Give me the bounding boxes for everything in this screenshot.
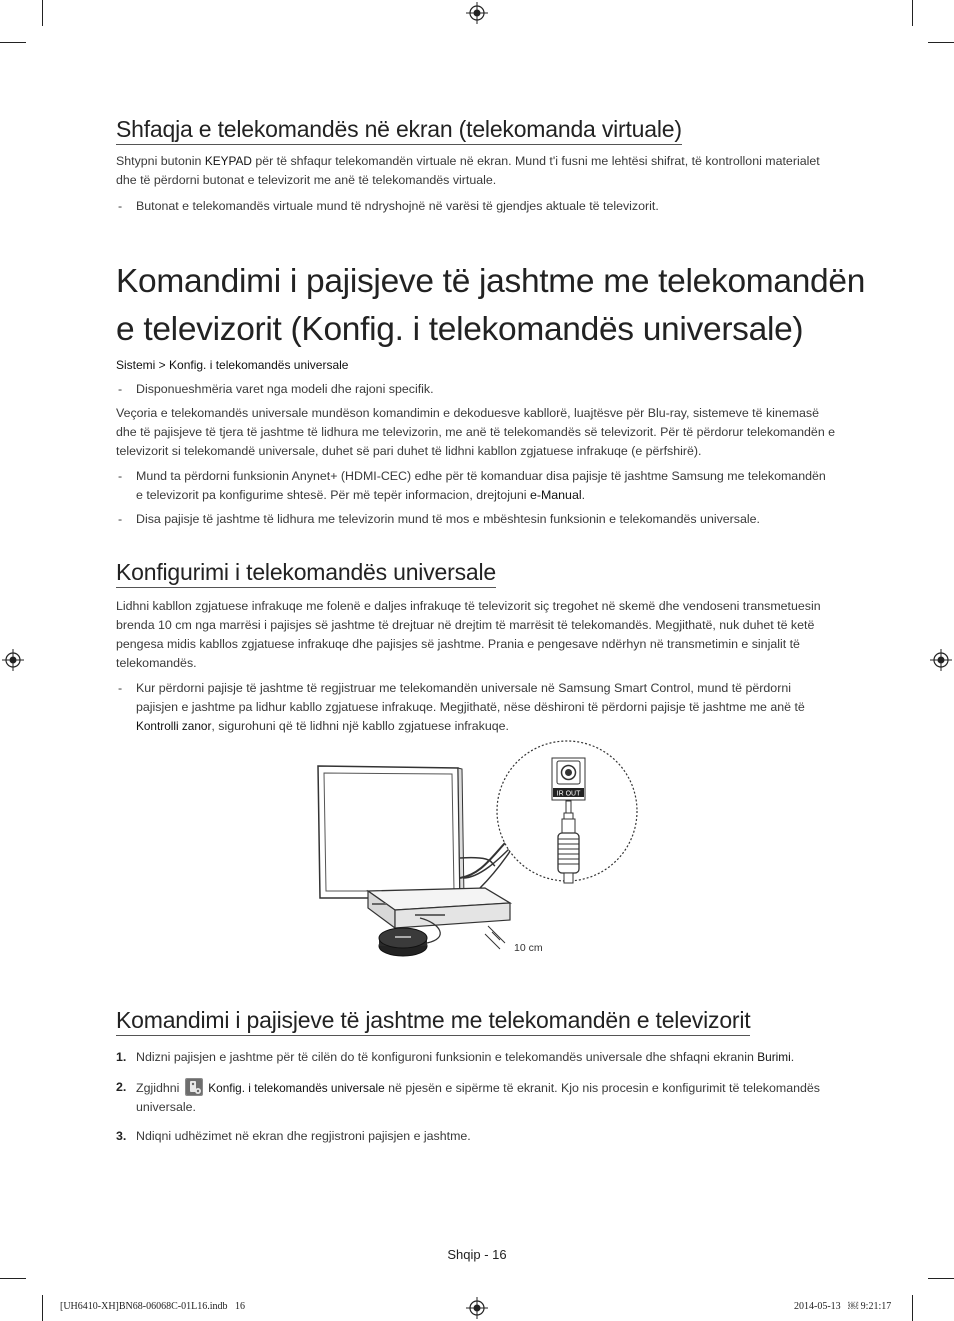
list-item	[116, 1078, 836, 1117]
menu-path	[116, 356, 836, 375]
dash-bullet: -	[118, 681, 123, 695]
step-text: në pjesën e sipërme të ekranit. Kjo nis procesin e konfigurimit të telekomandës universale.	[136, 1081, 820, 1114]
note	[116, 380, 836, 399]
crop-mark	[42, 1295, 43, 1321]
ir-out-port-icon	[552, 758, 585, 800]
chapter-title	[116, 258, 876, 354]
note-text: Mund ta përdorni funksionin Anynet+ (HDMI-CEC) edhe për të komanduar disa pajisje të jashtme Samsung me telekomandën e televizorit pa konfigurime shtesë. Për më tepër informacion, drejtojuni	[136, 469, 826, 502]
tv-illustration	[318, 766, 464, 899]
page-number: Shqip - 16	[447, 1247, 507, 1262]
step-number: 1.	[116, 1050, 127, 1064]
step-number: 3.	[116, 1129, 127, 1143]
paragraph: Lidhni kabllon zgjatuese infrakuqe me folenë e daljes infrakuqe të televizorit siç tregohet në skemë dhe vendoseni transmetuesin brenda 10 cm nga marrësi i pajisjes së jashtme të drejtuar në drejtim të marrësit të telekomandës. Megjithatë, nuk duhet të ketë pengesa midis kabllos zgjatuese infrakuqe dhe pajisjes së jashtme. Prania e pengesave ndërhyn në transmetimin e sinjalit të telekomandës.	[116, 599, 821, 670]
dash-bullet: -	[118, 382, 123, 396]
note	[116, 679, 836, 736]
section-title-virtual-remote: Shfaqja e telekomandës në ekran (telekomanda virtuale)	[116, 116, 682, 145]
dash-bullet: -	[118, 199, 123, 213]
distance-label: 10 cm	[514, 942, 543, 954]
universal-remote-icon	[185, 1078, 203, 1096]
print-file-info: [UH6410-XH]BN68-06068C-01L16.indb 16	[60, 1301, 245, 1312]
chapter-title-line: e televizorit (Konfig. i telekomandës universale)	[116, 311, 804, 348]
note	[116, 467, 836, 505]
dash-bullet: -	[118, 512, 123, 526]
registration-mark-icon	[466, 1297, 488, 1319]
text: për të shfaqur telekomandën virtuale në ekran. Mund t'i fusni me lehtësi shifrat, të kontrolloni materialet dhe të përdorni butonat e televizorit me anë të telekomandës virtuale.	[116, 154, 820, 187]
crop-mark	[928, 1278, 954, 1279]
section-title-configure-remote: Konfigurimi i telekomandës universale	[116, 559, 496, 588]
ir-extender-diagram	[300, 738, 645, 970]
note	[116, 197, 836, 216]
crop-mark	[912, 1295, 913, 1321]
text: Shtypni butonin	[116, 154, 205, 168]
note-text: .	[581, 488, 586, 502]
crop-mark	[912, 0, 913, 26]
registration-mark-icon	[466, 2, 488, 24]
note-text: Disponueshmëria varet nga modeli dhe rajoni specifik.	[136, 382, 434, 396]
chapter-title-line: Komandimi i pajisjeve të jashtme me telekomandën	[116, 263, 866, 300]
list-item	[116, 1048, 836, 1067]
keypad-key-label: KEYPAD	[204, 154, 252, 168]
step-text: .	[790, 1050, 795, 1064]
universal-remote-setup-label: Konfig. i telekomandës universale	[208, 1081, 385, 1095]
menu-path-separator: >	[155, 358, 170, 372]
crop-mark	[0, 42, 26, 43]
ir-blaster-illustration	[379, 928, 427, 956]
note	[116, 510, 836, 529]
list-item	[116, 1127, 836, 1146]
menu-path-item: Konfig. i telekomandës universale	[169, 358, 349, 372]
registration-mark-icon	[2, 649, 24, 671]
section-title-control-devices: Komandimi i pajisjeve të jashtme me telekomandën e televizorit	[116, 1007, 750, 1036]
crop-mark	[42, 0, 43, 26]
step-number: 2.	[116, 1080, 127, 1094]
step-text: Zgjidhni	[136, 1081, 183, 1095]
note-text: Disa pajisje të jashtme të lidhura me televizorin mund të mos e mbështesin funksionin e telekomandës universale.	[136, 512, 760, 526]
dash-bullet: -	[118, 469, 123, 483]
e-manual-link[interactable]: e-Manual	[529, 488, 582, 502]
crop-mark	[0, 1278, 26, 1279]
crop-mark	[928, 42, 954, 43]
note-text: Kur përdorni pajisje të jashtme të regjistruar me telekomandën universale në Samsung Smart Control, mund të përdorni pajisjen e jashtme pa lidhur kabllo zgjatuese infrakuqe. Megjithatë, nëse dëshironi të përdorni pajisje të jashtme me anë të	[136, 681, 805, 714]
step-text: Ndiqni udhëzimet në ekran dhe regjistroni pajisjen e jashtme.	[136, 1129, 471, 1143]
source-label: Burimi	[757, 1050, 791, 1064]
menu-path-item: Sistemi	[116, 358, 156, 372]
step-text: Ndizni pajisjen e jashtme për të cilën do të konfiguroni funksionin e telekomandës universale dhe shfaqni ekranin	[136, 1050, 758, 1064]
registration-mark-icon	[930, 649, 952, 671]
ir-out-label: IR OUT	[556, 790, 581, 798]
note-text: Butonat e telekomandës virtuale mund të ndryshojnë në varësi të gjendjes aktuale të televizorit.	[136, 199, 659, 213]
paragraph	[116, 152, 836, 190]
voice-control-label: Kontrolli zanor	[136, 719, 212, 733]
print-date-info: 2014-05-13 ￼ 9:21:17	[794, 1301, 892, 1312]
note-text: , sigurohuni që të lidhni një kabllo zgjatuese infrakuqe.	[211, 719, 509, 733]
paragraph: Veçoria e telekomandës universale mundëson komandimin e dekoduesve kabllorë, luajtësve për Blu-ray, sistemeve të kinemasë dhe të pajisjeve të tjera të jashtme të lidhura me televizorin, me anë të telekomandës së televizorit. Për të përdorur telekomandën e televizorit si telekomandë universale, duhet së pari duhet të lidhni kabllon zgjatuese infrakuqe (e përfshirë).	[116, 406, 836, 458]
set-top-box-illustration	[368, 888, 510, 928]
